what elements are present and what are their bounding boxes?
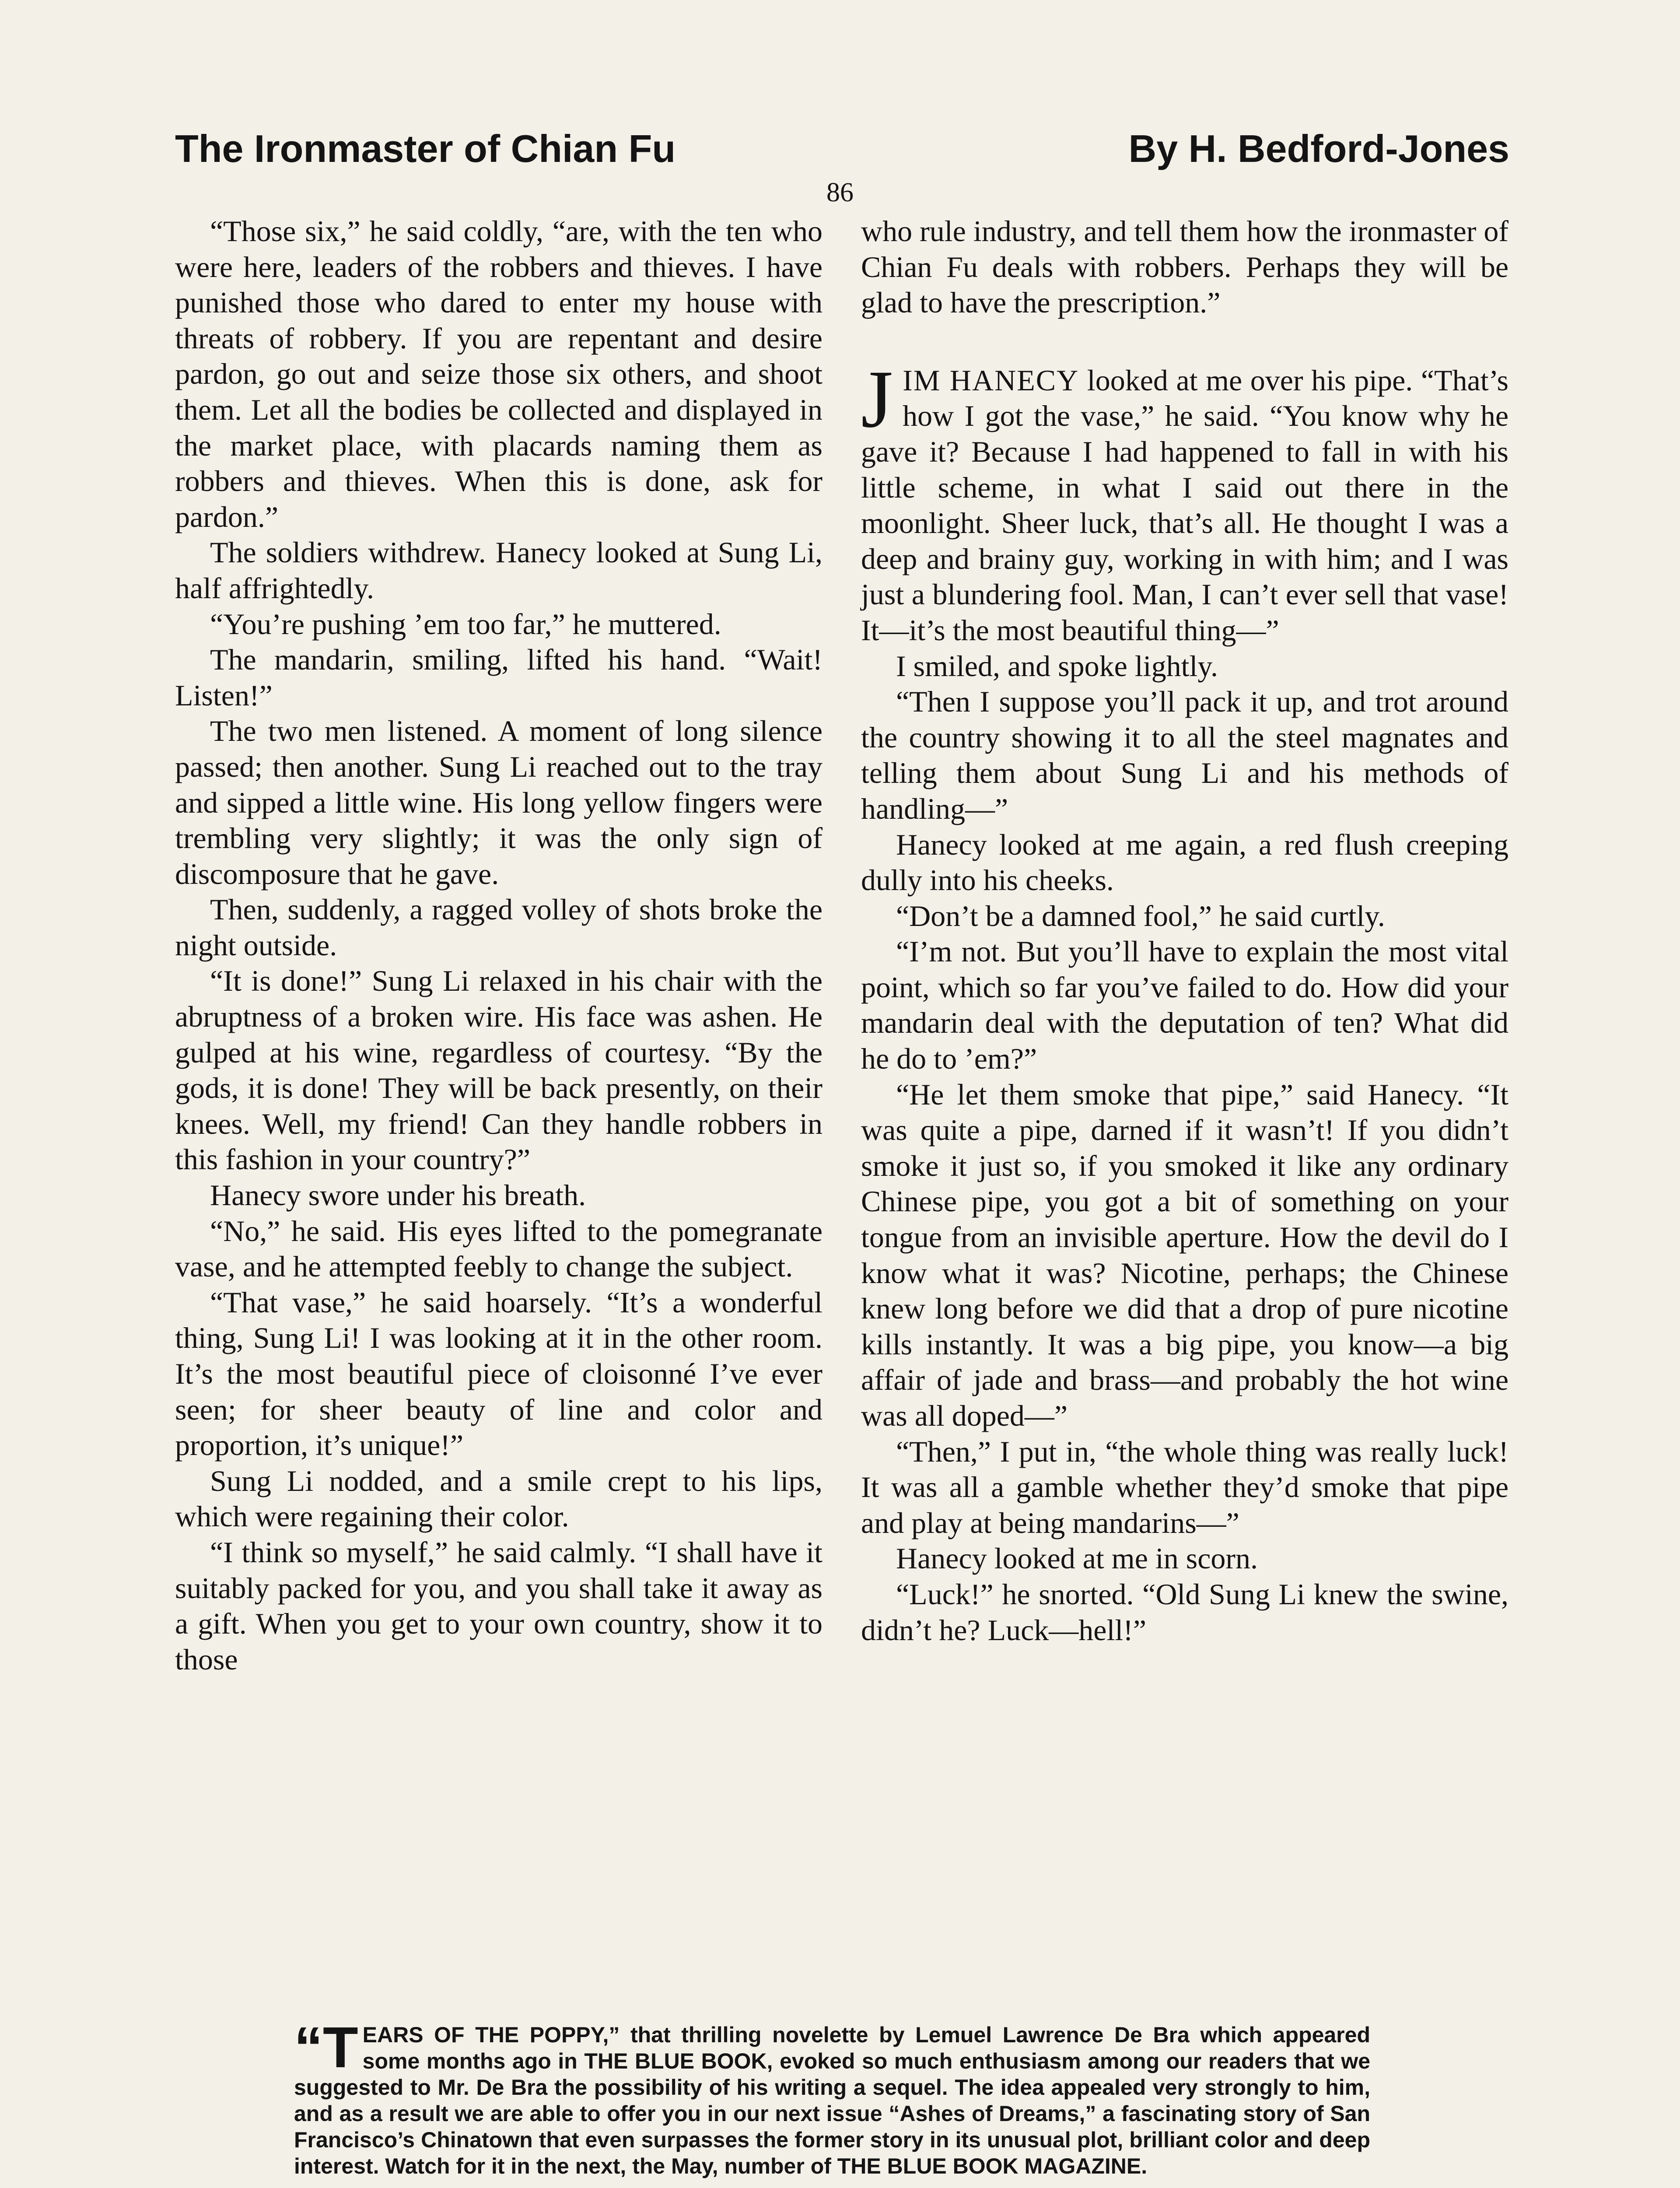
paragraph: Hanecy looked at me again, a red flush creeping dully into his cheeks.	[861, 828, 1508, 897]
section-lead-in: IM HANECY	[903, 363, 1079, 397]
paragraph: Sung Li nodded, and a smile crept to his lips, which were regaining their color.	[175, 1464, 822, 1533]
continued-paragraph: who rule industry, and tell them how the ironmaster of Chian Fu deals with robbers. Perhaps they will be glad to have the prescription.”	[861, 214, 1508, 319]
paragraph: “It is done!” Sung Li relaxed in his chair with the abruptness of a broken wire. His face was ashen. He gulped at his wine, regardless of courtesy. “By the gods, it is done! They will be back presently, on their knees. Well, my friend! Can they handle robbers in this fashion in your country?”	[175, 964, 822, 1176]
next-issue-notice	[294, 2015, 1370, 2179]
paragraph: “I think so myself,” he said calmly. “I shall have it suitably packed for you, and you shall take it away as a gift. When you get to your own country, show it to those	[175, 1535, 822, 1676]
section-opening-paragraph	[861, 353, 1508, 649]
notice-cap-letter: T	[323, 2015, 358, 2079]
drop-cap: J	[861, 353, 893, 445]
paragraph: “Then I suppose you’ll pack it up, and trot around the country showing it to all the steel magnates and telling them about Sung Li and his methods of handling—”	[861, 685, 1508, 825]
notice-opening-quote: “	[294, 2015, 323, 2079]
paragraph: “You’re pushing ’em too far,” he muttered.	[210, 607, 721, 641]
notice-text: EARS OF THE POPPY,” that thrilling novelette by Lemuel Lawrence De Bra which appeared some months ago in THE BLUE BOOK, evoked so much enthusiasm among our readers that we suggested to Mr. De Bra the possibility of his writing a sequel. The idea appealed very strongly to him, and as a result we are able to offer you in our next issue “Ashes of Dreams,” a fascinating story of San Francisco’s Chinatown that even surpasses the former story in its unusual plot, brilliant color and deep interest. Watch for it in the next, the May, number of THE BLUE BOOK MAGAZINE.	[294, 2023, 1370, 2178]
notice-drop-cap	[294, 2015, 358, 2079]
right-column	[861, 214, 1508, 1648]
paragraph: The two men listened. A moment of long silence passed; then another. Sung Li reached out to the tray and sipped a little wine. His long yellow fingers were trembling very slightly; it was the only sign of discomposure that he gave.	[175, 714, 822, 891]
paragraph: “No,” he said. His eyes lifted to the pomegranate vase, and he attempted feebly to change the subject.	[175, 1214, 822, 1283]
running-head	[175, 123, 1509, 175]
story-title: The Ironmaster of Chian Fu	[175, 127, 676, 170]
story-author: By H. Bedford-Jones	[1128, 127, 1509, 170]
paragraph: The soldiers withdrew. Hanecy looked at Sung Li, half affrightedly.	[175, 536, 822, 605]
paragraph: Then, suddenly, a ragged volley of shots broke the night outside.	[175, 893, 822, 962]
left-column	[175, 214, 822, 1677]
page-number: 86	[826, 178, 854, 207]
paragraph: “Then,” I put in, “the whole thing was really luck! It was all a gamble whether they’d smoke that pipe and play at being mandarins—”	[861, 1434, 1508, 1539]
paragraph: Hanecy looked at me in scorn.	[896, 1542, 1258, 1575]
paragraph: I smiled, and spoke lightly.	[896, 649, 1218, 683]
paragraph: The mandarin, smiling, lifted his hand. “Wait! Listen!”	[175, 643, 822, 712]
paragraph: “That vase,” he said hoarsely. “It’s a wonderful thing, Sung Li! I was looking at it in the other room. It’s the most beautiful piece of cloisonné I’ve ever seen; for sheer beauty of line and color and proportion, it’s unique!”	[175, 1285, 822, 1462]
paragraph: “Those six,” he said coldly, “are, with the ten who were here, leaders of the robbers and thieves. I have punished those who dared to enter my house with threats of robbery. If you are repentant and desire pardon, go out and seize those six others, and shoot them. Let all the bodies be collected and displayed in the market place, with placards naming them as robbers and thieves. When this is done, ask for pardon.”	[175, 214, 822, 533]
paragraph: “He let them smoke that pipe,” said Hanecy. “It was quite a pipe, darned if it wasn’t! If you didn’t smoke it just so, if you smoked it like any ordinary Chinese pipe, you got a bit of something on your tongue from an invisible aperture. How the devil do I know what it was? Nicotine, perhaps; the Chinese knew long before we did that a drop of pure nicotine kills instantly. It was a big pipe, you know—a big affair of jade and brass—and probably the hot wine was all doped—”	[861, 1077, 1508, 1432]
paragraph: “Luck!” he snorted. “Old Sung Li knew the swine, didn’t he? Luck—hell!”	[861, 1577, 1508, 1647]
paragraph: “I’m not. But you’ll have to explain the most vital point, which so far you’ve failed to do. How did your mandarin deal with the deputation of ten? What did he do to ’em?”	[861, 935, 1508, 1076]
section-opening-text: looked at me over his pipe. “That’s how I got the vase,” he said. “You know why he gave it? Because I had happened to fall in with his little scheme, in what I said out there in the moonlight. Sheer luck, that’s all. He thought I was a deep and brainy guy, working in with him; and I was just a blundering fool. Man, I can’t ever sell that vase! It—it’s the most beautiful thing—”	[861, 363, 1508, 647]
paragraph: Hanecy swore under his breath.	[210, 1178, 586, 1212]
paragraph: “Don’t be a damned fool,” he said curtly.	[896, 899, 1385, 933]
